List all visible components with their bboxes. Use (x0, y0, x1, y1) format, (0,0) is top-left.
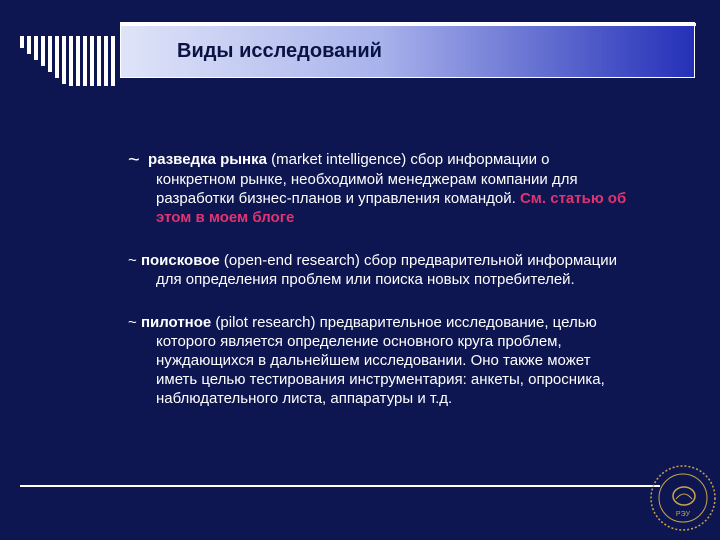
university-seal-icon (648, 463, 718, 533)
bar (20, 36, 24, 48)
bar (111, 36, 115, 86)
item-text: для определения проблем или поиска новых потребителей. (156, 271, 575, 288)
list-item (128, 251, 668, 289)
bar (69, 36, 73, 86)
item-text: наблюдательного листа, аппаратуры и т.д. (156, 390, 453, 407)
footer-divider (20, 485, 660, 487)
bar (104, 36, 108, 86)
item-text: нуждающихся в дальнейшем исследовании. Оно также может (156, 352, 591, 369)
list-item (128, 313, 668, 408)
bullet-tilde: ~ (128, 252, 137, 269)
item-text: конкретном рынке, необходимой менеджерам компании для (156, 171, 578, 188)
decorative-bars (0, 0, 140, 90)
blog-link-continued[interactable]: этом в моем блоге (156, 209, 295, 226)
seal-letters: РЭУ (675, 511, 691, 518)
item-text: иметь целью тестирования инструментария: анкеты, опросника, (156, 371, 605, 388)
bar (41, 36, 45, 66)
bar (97, 36, 101, 86)
item-text: (pilot research) предварительное исследование, целью (211, 314, 597, 331)
bar (27, 36, 31, 54)
bullet-tilde: ~ (128, 149, 140, 171)
bar (83, 36, 87, 86)
bar (76, 36, 80, 86)
bar (62, 36, 66, 84)
content (128, 150, 668, 432)
item-text: разработки бизнес-планов и управления командой. (156, 190, 520, 207)
term: пилотное (140, 314, 212, 331)
title-accent-line (121, 23, 696, 26)
list-item (128, 150, 668, 227)
bar (55, 36, 59, 78)
term: поисковое (140, 252, 220, 269)
bullet-tilde: ~ (128, 314, 137, 331)
blog-link[interactable]: См. статью об (519, 190, 627, 207)
bar (48, 36, 52, 72)
item-text: (market intelligence) сбор информации о (266, 151, 550, 168)
item-text: которого является определение основного круга проблем, (156, 333, 562, 350)
bar (34, 36, 38, 60)
item-text: (open-end research) сбор предварительной информации (219, 252, 617, 269)
title-banner (120, 22, 695, 78)
slide-title: Виды исследований (177, 40, 382, 62)
bar (90, 36, 94, 86)
term: разведка рынка (148, 151, 267, 168)
